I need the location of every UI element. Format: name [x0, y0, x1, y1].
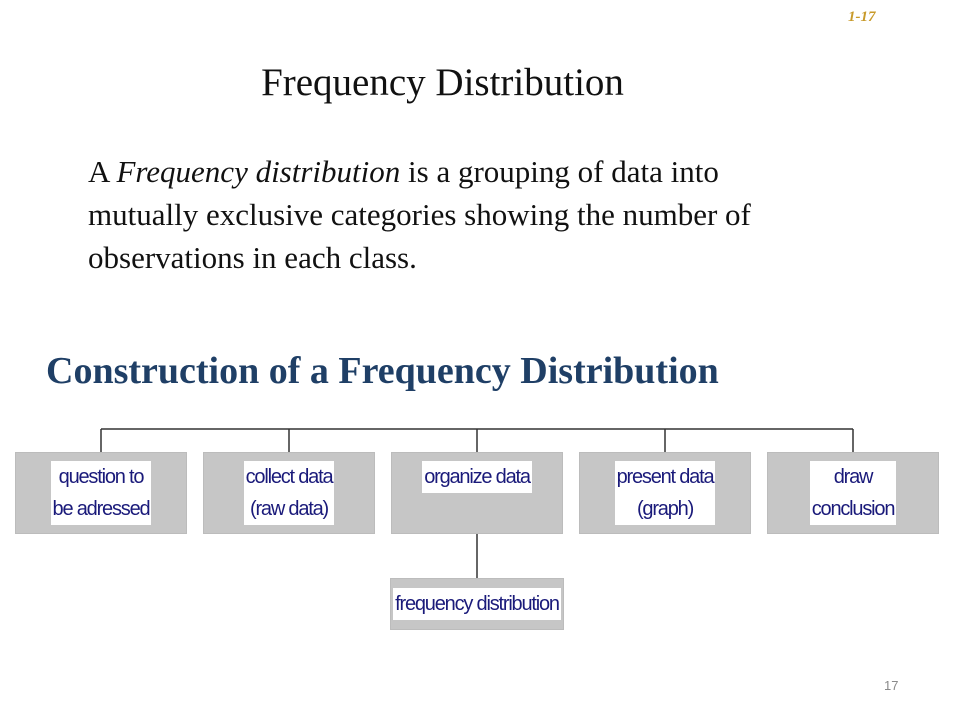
definition-term: Frequency distribution	[116, 154, 401, 189]
slide-title: Frequency Distribution	[261, 61, 624, 104]
sub-step-label-frequency-distribution: frequency distribution	[393, 588, 561, 620]
step-box-organize-data	[391, 452, 563, 534]
definition-lead: A	[88, 154, 117, 189]
section-title: Construction of a Frequency Distribution	[46, 350, 719, 392]
step-label-organize-data: organize data	[422, 461, 532, 493]
step-label-draw-conclusion: draw conclusion	[810, 461, 897, 525]
step-box-draw-conclusion	[767, 452, 939, 534]
slide-reference: 1-17	[848, 9, 876, 25]
step-label-collect-data: collect data (raw data)	[244, 461, 335, 525]
step-label-question: question to be adressed	[51, 461, 152, 525]
step-box-present-data	[579, 452, 751, 534]
step-label-present-data: present data (graph)	[615, 461, 716, 525]
page-number: 17	[884, 678, 899, 693]
step-box-question	[15, 452, 187, 534]
sub-step-box-frequency-distribution	[390, 578, 564, 630]
step-box-collect-data	[203, 452, 375, 534]
definition-rest: is a grouping of data into mutually exclusive categories showing the number of observations in each class.	[88, 154, 751, 275]
